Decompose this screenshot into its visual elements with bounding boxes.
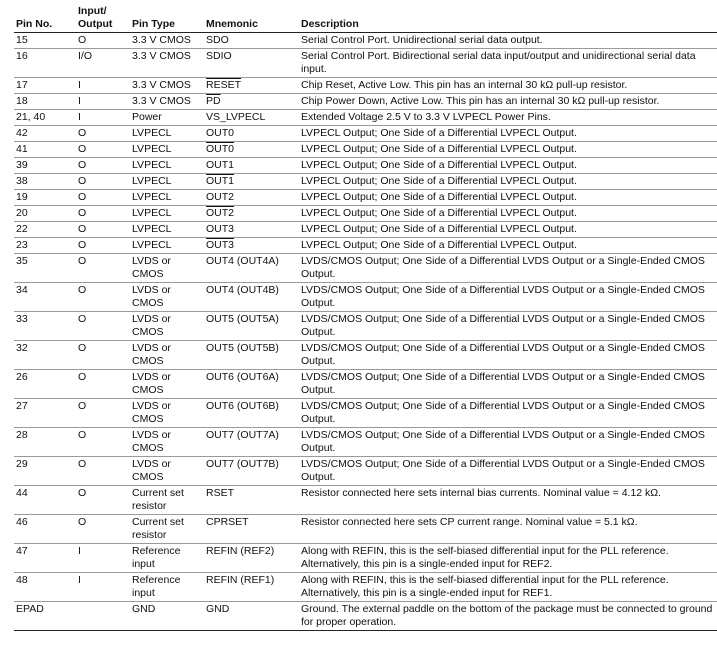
mnemonic: OUT7 (OUT7B) [204,457,299,486]
description: LVPECL Output; One Side of a Differential LVPECL Output. [299,206,717,222]
pin-number: EPAD [14,602,76,631]
pin-type: LVDS or CMOS [130,370,204,399]
io-direction: I [76,78,130,94]
description: LVDS/CMOS Output; One Side of a Differential LVDS Output or a Single-Ended CMOS Output. [299,428,717,457]
description: Extended Voltage 2.5 V to 3.3 V LVPECL Power Pins. [299,110,717,126]
io-direction: I [76,110,130,126]
pin-type: 3.3 V CMOS [130,78,204,94]
description: LVPECL Output; One Side of a Differential LVPECL Output. [299,238,717,254]
pin-type: LVPECL [130,158,204,174]
mnemonic: OUT1 [204,158,299,174]
description: LVDS/CMOS Output; One Side of a Differential LVDS Output or a Single-Ended CMOS Output. [299,457,717,486]
io-direction: O [76,341,130,370]
mnemonic: SDIO [204,49,299,78]
pin-number: 16 [14,49,76,78]
mnemonic: OUT2 [204,206,299,222]
pin-number: 39 [14,158,76,174]
pin-number: 44 [14,486,76,515]
table-row [14,33,717,49]
pin-type: Reference input [130,573,204,602]
pin-type: LVDS or CMOS [130,312,204,341]
mnemonic: OUT4 (OUT4B) [204,283,299,312]
pin-type: 3.3 V CMOS [130,49,204,78]
pin-number: 15 [14,33,76,49]
mnemonic: SDO [204,33,299,49]
pin-number: 28 [14,428,76,457]
description: LVDS/CMOS Output; One Side of a Differential LVDS Output or a Single-Ended CMOS Output. [299,341,717,370]
pin-type: LVPECL [130,142,204,158]
pin-number: 48 [14,573,76,602]
io-direction: O [76,142,130,158]
table-row [14,254,717,283]
pin-type: LVPECL [130,206,204,222]
description: Along with REFIN, this is the self-biased differential input for the PLL reference. Alternatively, this pin is a single-ended input for REF1. [299,573,717,602]
io-direction: I/O [76,49,130,78]
col-header-pin-no: Pin No. [14,4,76,33]
description: Along with REFIN, this is the self-biased differential input for the PLL reference. Alternatively, this pin is a single-ended input for REF2. [299,544,717,573]
pin-type: LVDS or CMOS [130,254,204,283]
pin-number: 38 [14,174,76,190]
io-direction: I [76,94,130,110]
description: LVDS/CMOS Output; One Side of a Differential LVDS Output or a Single-Ended CMOS Output. [299,399,717,428]
io-direction [76,602,130,631]
mnemonic: REFIN (REF2) [204,544,299,573]
table-row [14,222,717,238]
pin-type: LVPECL [130,238,204,254]
mnemonic: OUT2 [204,190,299,206]
io-direction: I [76,573,130,602]
mnemonic: RSET [204,486,299,515]
pin-number: 33 [14,312,76,341]
table-row [14,602,717,631]
table-row [14,78,717,94]
io-direction: I [76,544,130,573]
io-direction: O [76,283,130,312]
mnemonic: OUT6 (OUT6A) [204,370,299,399]
description: Chip Power Down, Active Low. This pin has an internal 30 kΩ pull-up resistor. [299,94,717,110]
table-row [14,457,717,486]
description: Resistor connected here sets internal bias currents. Nominal value = 4.12 kΩ. [299,486,717,515]
mnemonic: GND [204,602,299,631]
io-direction: O [76,515,130,544]
table-row [14,283,717,312]
description: LVPECL Output; One Side of a Differential LVPECL Output. [299,222,717,238]
table-row [14,486,717,515]
col-header-pin-type: Pin Type [130,4,204,33]
description: Serial Control Port. Bidirectional serial data input/output and unidirectional serial data input. [299,49,717,78]
pin-number: 46 [14,515,76,544]
mnemonic: REFIN (REF1) [204,573,299,602]
pin-type: Current set resistor [130,486,204,515]
col-header-mnemonic: Mnemonic [204,4,299,33]
pin-number: 47 [14,544,76,573]
description: LVPECL Output; One Side of a Differential LVPECL Output. [299,174,717,190]
mnemonic: OUT3 [204,238,299,254]
description: LVPECL Output; One Side of a Differential LVPECL Output. [299,142,717,158]
pin-number: 17 [14,78,76,94]
table-header-row [14,4,717,33]
pin-type: LVPECL [130,174,204,190]
table-row [14,158,717,174]
mnemonic: CPRSET [204,515,299,544]
pin-type: Current set resistor [130,515,204,544]
description: LVPECL Output; One Side of a Differential LVPECL Output. [299,190,717,206]
pin-number: 19 [14,190,76,206]
table-row [14,341,717,370]
pin-type: LVPECL [130,190,204,206]
pin-function-table [14,4,717,631]
description: LVPECL Output; One Side of a Differential LVPECL Output. [299,126,717,142]
pin-type: Reference input [130,544,204,573]
table-row [14,370,717,399]
mnemonic: OUT0 [204,126,299,142]
description: Ground. The external paddle on the bottom of the package must be connected to ground for proper operation. [299,602,717,631]
pin-number: 42 [14,126,76,142]
table-row [14,573,717,602]
io-direction: O [76,312,130,341]
table-row [14,544,717,573]
io-direction: O [76,126,130,142]
io-direction: O [76,190,130,206]
pin-number: 34 [14,283,76,312]
table-row [14,174,717,190]
table-row [14,515,717,544]
description: LVDS/CMOS Output; One Side of a Differential LVDS Output or a Single-Ended CMOS Output. [299,312,717,341]
col-header-io-line1: Input/ [78,5,107,17]
io-direction: O [76,370,130,399]
pin-number: 27 [14,399,76,428]
table-row [14,49,717,78]
mnemonic: OUT6 (OUT6B) [204,399,299,428]
mnemonic: OUT1 [204,174,299,190]
pin-number: 20 [14,206,76,222]
io-direction: O [76,457,130,486]
io-direction: O [76,399,130,428]
mnemonic: VS_LVPECL [204,110,299,126]
pin-type: Power [130,110,204,126]
io-direction: O [76,428,130,457]
table-row [14,312,717,341]
io-direction: O [76,206,130,222]
pin-number: 26 [14,370,76,399]
table-row [14,190,717,206]
pin-type: LVDS or CMOS [130,428,204,457]
pin-type: LVDS or CMOS [130,399,204,428]
col-header-description: Description [299,4,717,33]
io-direction: O [76,33,130,49]
table-row [14,428,717,457]
table-row [14,126,717,142]
pin-type: GND [130,602,204,631]
pin-type: LVDS or CMOS [130,341,204,370]
description: Serial Control Port. Unidirectional serial data output. [299,33,717,49]
mnemonic: OUT0 [204,142,299,158]
io-direction: O [76,158,130,174]
mnemonic: OUT3 [204,222,299,238]
io-direction: O [76,238,130,254]
description: LVDS/CMOS Output; One Side of a Differential LVDS Output or a Single-Ended CMOS Output. [299,283,717,312]
description: LVDS/CMOS Output; One Side of a Differential LVDS Output or a Single-Ended CMOS Output. [299,370,717,399]
pin-number: 23 [14,238,76,254]
table-row [14,399,717,428]
table-row [14,94,717,110]
pin-number: 35 [14,254,76,283]
description: Resistor connected here sets CP current range. Nominal value = 5.1 kΩ. [299,515,717,544]
pin-number: 32 [14,341,76,370]
mnemonic: OUT4 (OUT4A) [204,254,299,283]
mnemonic: OUT5 (OUT5B) [204,341,299,370]
pin-type: 3.3 V CMOS [130,33,204,49]
pin-type: 3.3 V CMOS [130,94,204,110]
pin-number: 22 [14,222,76,238]
table-row [14,142,717,158]
io-direction: O [76,486,130,515]
description: LVPECL Output; One Side of a Differential LVPECL Output. [299,158,717,174]
table-row [14,206,717,222]
pin-type: LVDS or CMOS [130,457,204,486]
description: LVDS/CMOS Output; One Side of a Differential LVDS Output or a Single-Ended CMOS Output. [299,254,717,283]
pin-number: 41 [14,142,76,158]
mnemonic: OUT5 (OUT5A) [204,312,299,341]
mnemonic: OUT7 (OUT7A) [204,428,299,457]
col-header-input-output [76,4,130,33]
mnemonic: RESET [204,78,299,94]
io-direction: O [76,254,130,283]
table-row [14,238,717,254]
io-direction: O [76,222,130,238]
mnemonic: $\overline{PD}$ [204,94,299,110]
io-direction: O [76,174,130,190]
table-row [14,110,717,126]
pin-type: LVPECL [130,222,204,238]
pin-number: 18 [14,94,76,110]
pin-number: 21, 40 [14,110,76,126]
col-header-io-line2: Output [78,18,113,30]
pin-type: LVDS or CMOS [130,283,204,312]
pin-number: 29 [14,457,76,486]
description: Chip Reset, Active Low. This pin has an internal 30 kΩ pull-up resistor. [299,78,717,94]
pin-type: LVPECL [130,126,204,142]
